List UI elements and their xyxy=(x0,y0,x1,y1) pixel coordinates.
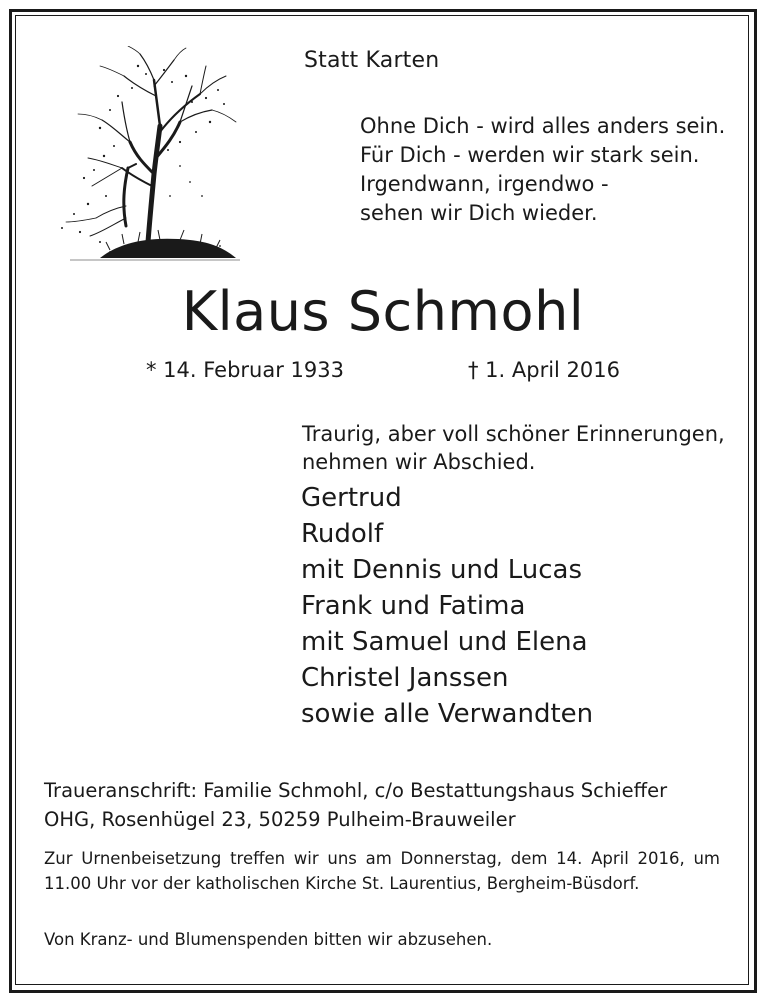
family-member: mit Samuel und Elena xyxy=(301,627,588,657)
farewell-text xyxy=(302,420,725,476)
bare-tree-icon xyxy=(40,46,250,272)
family-member: mit Dennis und Lucas xyxy=(301,555,583,585)
family-member: Rudolf xyxy=(301,519,384,549)
farewell-line: nehmen wir Abschied. xyxy=(302,450,536,474)
farewell-line: Traurig, aber voll schöner Erinnerungen, xyxy=(302,422,725,446)
birth-date: * 14. Februar 1933 xyxy=(146,358,344,382)
poem-line: sehen wir Dich wieder. xyxy=(360,201,598,225)
poem xyxy=(360,112,725,228)
flowers-notice: Von Kranz- und Blumenspenden bitten wir abzusehen. xyxy=(44,930,493,949)
family-member: Frank und Fatima xyxy=(301,591,526,621)
deceased-name: Klaus Schmohl xyxy=(181,280,585,343)
family-member: sowie alle Verwandten xyxy=(301,699,594,729)
poem-line: Ohne Dich - wird alles anders sein. xyxy=(360,114,726,138)
funeral-notice: Zur Urnenbeisetzung treffen wir uns am Donnerstag, dem 14. April 2016, um 11.00 Uhr vor der katholischen Kirche St. Laurentius, Bergheim-Büsdorf. xyxy=(44,849,720,893)
poem-line: Für Dich - werden wir stark sein. xyxy=(360,143,700,167)
mourning-address: Traueranschrift: Familie Schmohl, c/o Bestattungshaus Schieffer OHG, Rosenhügel 23, 50259 Pulheim-Brauweiler xyxy=(44,779,668,831)
poem-line: Irgendwann, irgendwo - xyxy=(360,172,609,196)
statt-karten-heading: Statt Karten xyxy=(304,48,440,73)
family-list xyxy=(301,480,593,732)
family-member: Christel Janssen xyxy=(301,663,509,693)
family-member: Gertrud xyxy=(301,483,402,513)
death-date: † 1. April 2016 xyxy=(468,358,621,382)
